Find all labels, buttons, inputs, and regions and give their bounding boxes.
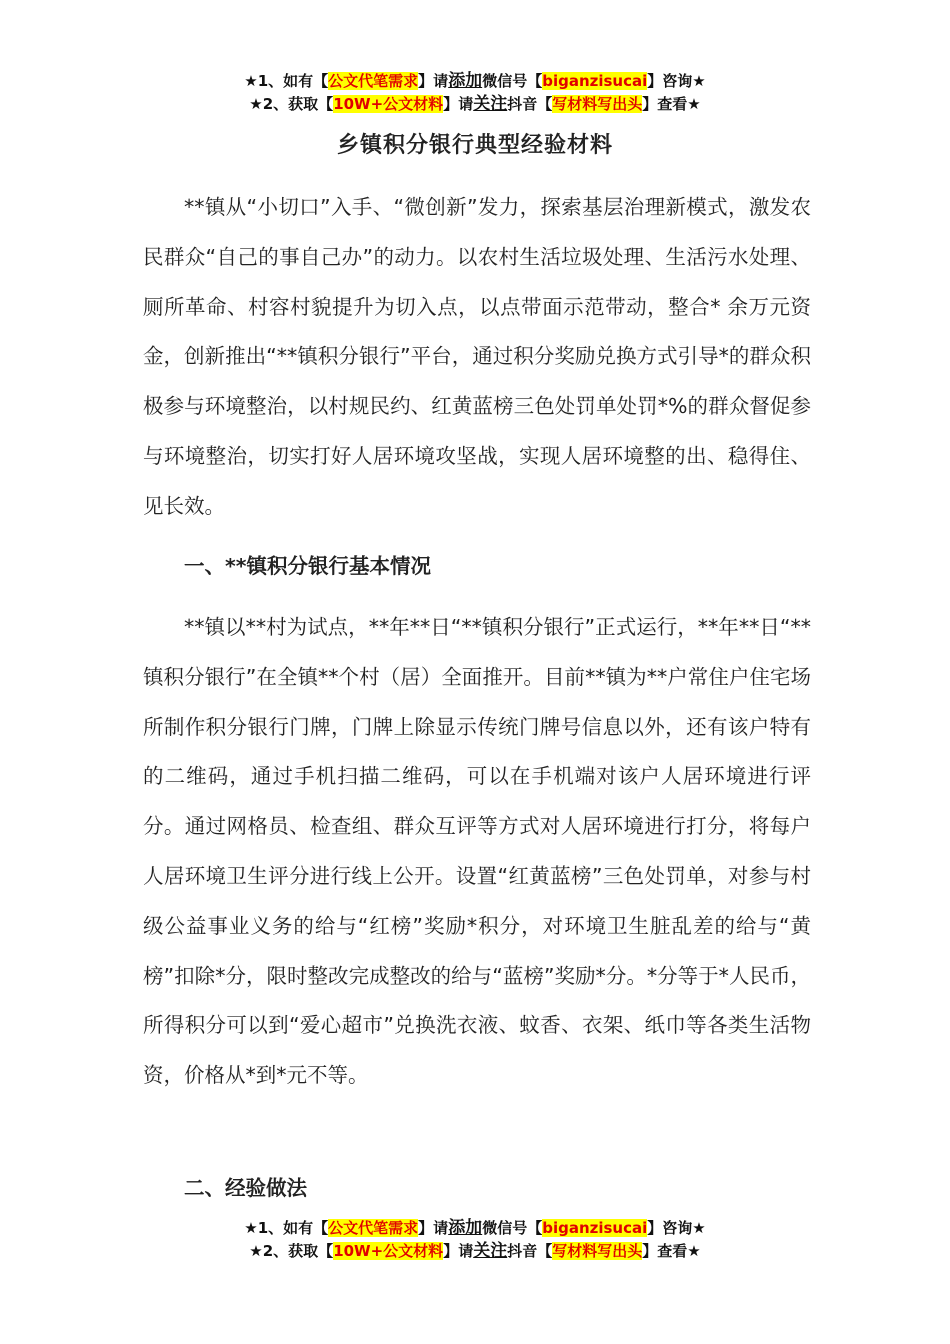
highlight-douyin: 写材料写出头 [552, 1242, 643, 1260]
banner-line-2: ★2、获取【10W+公文材料】请关注抖音【写材料写出头】查看★ [249, 94, 701, 114]
underline-follow: 关注 [473, 1241, 508, 1261]
section1-heading-container [143, 551, 811, 581]
highlight-materials: 10W+公文材料 [333, 1242, 444, 1260]
section1-heading: 一、**镇积分银行基本情况 [184, 554, 431, 578]
banner-line-1: ★1、如有【公文代笔需求】请添加微信号【biganzisucai】咨询★ [244, 71, 706, 91]
highlight-wechat-id: biganzisucai [542, 72, 648, 90]
section1-body-container [143, 603, 811, 1101]
section1-body: **镇以**村为试点，**年**日“**镇积分银行”正式运行，**年**日“**镇积分银行”在全镇**个村（居）全面推开。目前**镇为**户常住户住宅场所制作积分银行门牌，门牌上除显示传统门牌号信息以外，还有该户特有的二维码，通过手机扫描二维码，可以在手机端对该户人居环境进行评分。通过网格员、检查组、群众互评等方式对人居环境进行打分，将每户人居环境卫生评分进行线上公开。设置“红黄蓝榜”三色处罚单，对参与村级公益事业义务的给与“红榜”奖励*积分，对环境卫生脏乱差的给与“黄榜”扣除*分，限时整改完成整改的给与“蓝榜”奖励*分。*分等于*人民币，所得积分可以到“爱心超市”兑换洗衣液、蚊香、衣架、纸巾等各类生活物资，价格从*到*元不等。 [143, 615, 811, 1088]
banner-line-2: ★2、获取【10W+公文材料】请关注抖音【写材料写出头】查看★ [249, 1241, 701, 1261]
highlight-wechat-id: biganzisucai [542, 1219, 648, 1237]
highlight-service: 公文代笔需求 [328, 1219, 419, 1237]
section2-heading: 二、经验做法 [184, 1176, 307, 1200]
banner-line-1: ★1、如有【公文代笔需求】请添加微信号【biganzisucai】咨询★ [244, 1218, 706, 1238]
intro-paragraph-container [143, 183, 811, 532]
document-title: 乡镇积分银行典型经验材料 [336, 133, 613, 158]
bottom-banner [0, 1217, 950, 1263]
section2-heading-container [143, 1173, 811, 1203]
underline-add: 添加 [448, 71, 483, 91]
underline-follow: 关注 [473, 94, 508, 114]
intro-paragraph: **镇从“小切口”入手、“微创新”发力，探索基层治理新模式，激发农民群众“自己的事自己办”的动力。以农村生活垃圾处理、生活污水处理、厕所革命、村容村貌提升为切入点，以点带面示范带动，整合* 余万元资金，创新推出“**镇积分银行”平台，通过积分奖励兑换方式引导*的群众积极参与环境整治，以村规民约、红黄蓝榜三色处罚单处罚*%的群众督促参与环境整治，切实打好人居环境攻坚战，实现人居环境整的出、稳得住、见长效。 [143, 195, 811, 518]
highlight-service: 公文代笔需求 [328, 72, 419, 90]
highlight-materials: 10W+公文材料 [333, 95, 444, 113]
highlight-douyin: 写材料写出头 [552, 95, 643, 113]
underline-add: 添加 [448, 1218, 483, 1238]
top-banner [0, 70, 950, 116]
